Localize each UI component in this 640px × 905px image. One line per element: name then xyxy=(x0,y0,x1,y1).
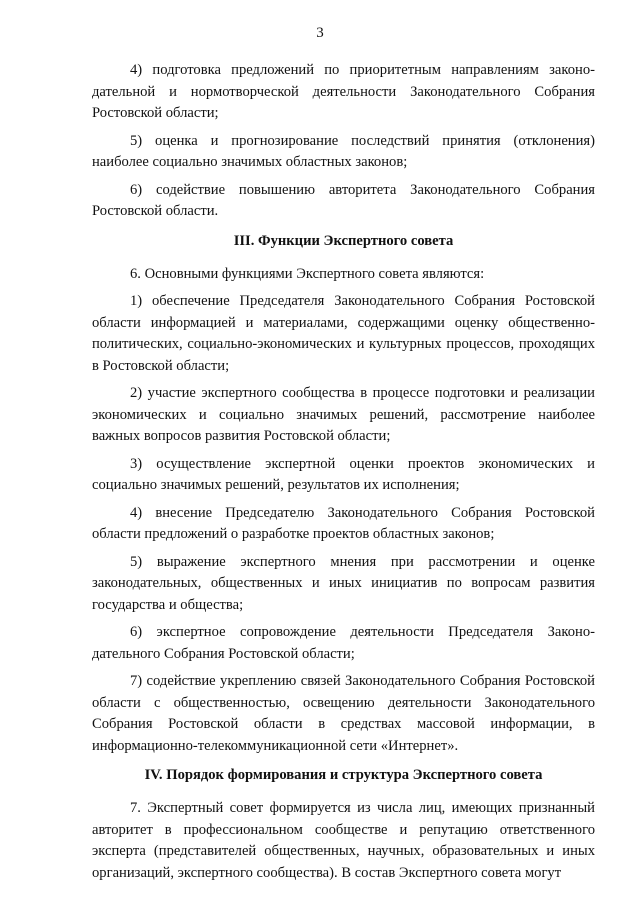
section-intro: 6. Основными функциями Экспертного совета являются: xyxy=(130,265,485,282)
document-body xyxy=(92,60,595,890)
list-item: 3) осуществление экспертной оценки проектов экономических и социально значимых решений, результатов их исполнения; xyxy=(92,455,595,493)
list-item: 6) содействие повышению авторитета Законодательного Собрания Ростовской области. xyxy=(92,181,595,219)
list-item: 1) обеспечение Председателя Законодательного Собрания Ростовской области информацией и материалами, содержащими оценку общественно-политических, социально-экономических и культурных процессов, проходящих в Ростовской области; xyxy=(92,293,595,374)
page-number: 3 xyxy=(316,25,324,41)
list-item: 5) оценка и прогнозирование последствий принятия (отклонения) наиболее социально значимых областных законов; xyxy=(92,132,595,170)
list-item: 6) экспертное сопровождение деятельности Председателя Законодательного Собрания Ростовской области; xyxy=(92,624,595,662)
list-item: 2) участие экспертного сообщества в процессе подготовки и реализации экономических и социально значимых решений, рассмотрение наиболее важных вопросов развития Ростовской области; xyxy=(92,385,595,444)
list-item: 4) подготовка предложений по приоритетным направлениям законодательной и нормотворческой деятельности Законодательного Собрания Ростовской области; xyxy=(92,62,595,121)
list-item: 5) выражение экспертного мнения при рассмотрении и оценке законодательных, общественных и иных инициатив по вопросам развития государства и общества; xyxy=(92,553,595,613)
list-item: 7) содействие укреплению связей Законодательного Собрания Ростовской области с общественностью, освещению деятельности Законодательного Собрания Ростовской области в средствах массовой информации, в информационно-телекоммуникационной сети «Интернет». xyxy=(92,673,595,754)
section-heading: IV. Порядок формирования и структура Экспертного совета xyxy=(144,767,543,783)
list-item: 4) внесение Председателю Законодательного Собрания Ростовской области предложений о разработке проектов областных законов; xyxy=(92,504,595,542)
body-paragraph: 7. Экспертный совет формируется из числа лиц, имеющих признанный авторитет в профессиональном сообществе и репутацию ответственного эксперта (представителей общественных, научных, образовательных и иных организаций, экспертного сообщества). В состав Экспертного совета могут xyxy=(92,800,595,881)
section-heading: III. Функции Экспертного совета xyxy=(233,232,454,249)
